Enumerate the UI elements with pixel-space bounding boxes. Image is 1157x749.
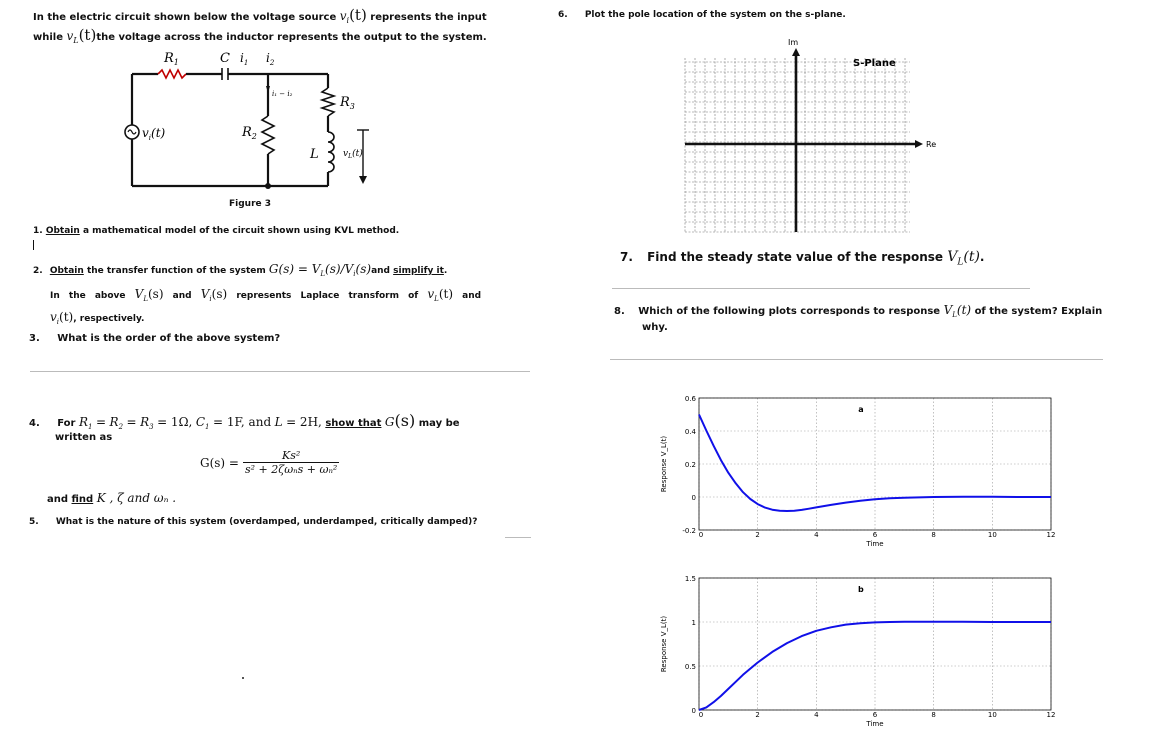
q4-and: and: [47, 494, 69, 505]
divider-3: [610, 359, 1103, 360]
q4-number: 4.: [29, 418, 40, 429]
question-2-line-2: [50, 287, 481, 303]
q2-vlt-sub: L: [434, 294, 439, 303]
q6-number: 6.: [558, 10, 568, 20]
q2-t1: (t): [438, 287, 453, 301]
q1-number: 1.: [33, 226, 43, 236]
q4-eq4: = 1F, and: [212, 415, 272, 429]
chart-title: b: [858, 585, 864, 594]
y-tick-label: 1.5: [684, 575, 696, 583]
q4-r3-sub: 3: [149, 423, 154, 431]
r1-sub: 1: [173, 58, 179, 67]
q2-laplace: represents Laplace transform of: [236, 291, 419, 301]
chart-a: [650, 382, 1070, 554]
y-tick-label: 0.2: [684, 461, 696, 469]
q7-number: 7.: [620, 250, 633, 264]
svg-text:i2: [266, 51, 275, 67]
x-tick-label: 6: [872, 711, 878, 719]
source-arg: (t): [151, 126, 166, 140]
svg-text:i1: [240, 51, 248, 67]
q4-and-find: [47, 491, 176, 505]
question-3: [29, 333, 280, 344]
q6-text: Plot the pole location of the system on the s-plane.: [584, 10, 846, 20]
x-tick-label: 0: [698, 531, 704, 539]
intro-text-end: represents the input: [370, 12, 487, 23]
intro-line-1: [33, 6, 487, 25]
q4-c1: C: [195, 415, 206, 429]
x-tick-label: 0: [698, 711, 704, 719]
q3-number: 3.: [29, 333, 40, 344]
q1-obtain: Obtain: [45, 226, 80, 236]
intro-text: In the electric circuit shown below the voltage source: [33, 12, 337, 23]
y-tick-label: 0.5: [684, 663, 696, 671]
y-axis-label: Response V_L(t): [660, 435, 668, 493]
q4-may-be: may be: [418, 418, 460, 429]
q1-text: a mathematical model of the circuit shown using KVL method.: [82, 226, 400, 236]
q8-number: 8.: [614, 306, 625, 317]
q7-arg: (t): [963, 249, 980, 265]
q4-unknowns: K , ζ and ωₙ .: [96, 491, 177, 505]
r3-resistor: [322, 88, 334, 116]
q7-text: Find the steady state value of the response: [647, 250, 944, 264]
x-tick-label: 10: [987, 711, 997, 719]
q4-r1-sub: 1: [88, 423, 93, 431]
transfer-function: [200, 449, 339, 476]
im-label: Im: [788, 38, 799, 47]
r2-resistor: [262, 116, 274, 154]
question-5: [29, 517, 478, 527]
stray-dot: [242, 677, 244, 679]
inductor: [328, 132, 334, 172]
x-tick-label: 2: [755, 531, 760, 539]
q4-gs: (s): [394, 411, 416, 430]
q4-written-as: written as: [55, 432, 113, 443]
x-axis-label: Time: [866, 540, 884, 548]
r3-sub: 3: [349, 102, 355, 111]
vi-sub: i: [346, 16, 350, 25]
s-plane-grid: [680, 36, 950, 236]
q2-eq-mid: (s)/V: [325, 262, 354, 276]
q7-dot: .: [979, 250, 985, 264]
question-8: [614, 303, 1102, 319]
y-tick-label: 0.4: [684, 428, 696, 436]
q2-and-3: and: [462, 291, 482, 301]
tf-lhs: G(s) =: [200, 455, 239, 470]
q8-end: of the system? Explain: [974, 306, 1103, 317]
imaginary-axis-arrow: [792, 48, 800, 56]
q2-vit-sub: i: [56, 317, 60, 326]
source-label: v: [142, 126, 149, 140]
question-1: [33, 226, 399, 236]
i2-label: i: [266, 51, 270, 65]
q4-r2: R: [109, 415, 119, 429]
q4-for: For: [57, 418, 76, 429]
q4-c1-sub: 1: [205, 423, 210, 431]
q4-l: L: [274, 415, 283, 429]
q4-g: G: [384, 415, 395, 429]
divider-short: [505, 537, 531, 538]
q8-v: V: [943, 303, 953, 317]
svg-text:vL(t): [343, 148, 363, 160]
q4-find: find: [71, 494, 94, 505]
q2-vi-sub: i: [209, 294, 212, 303]
tf-numerator: Ks²: [282, 449, 301, 462]
vi-symbol: v: [339, 9, 347, 23]
q2-t2: (t): [59, 310, 74, 324]
q2-and: and: [371, 266, 390, 276]
x-tick-label: 4: [814, 711, 819, 719]
x-tick-label: 10: [987, 531, 997, 539]
q4-r3: R: [140, 415, 150, 429]
intro-while: while: [33, 32, 63, 43]
q5-text: What is the nature of this system (overdamped, underdamped, critically damped)?: [55, 517, 478, 527]
q2-in-above: In the above: [50, 291, 126, 301]
q2-number: 2.: [33, 266, 43, 276]
source-sub: i: [148, 134, 152, 142]
vl-arg: (t): [352, 149, 363, 159]
q2-vl-sub: L: [143, 294, 148, 303]
svg-text:vi(t): [142, 126, 166, 142]
r2-sub: 2: [251, 132, 257, 141]
q2-s1: (s): [147, 287, 164, 301]
y-tick-label: 0: [691, 707, 696, 715]
vl-label: v: [343, 149, 349, 159]
q2-simplify: simplify it: [393, 266, 444, 276]
q2-eq-end: (s): [355, 262, 372, 276]
intro-line-2: [33, 26, 487, 45]
x-axis-label: Time: [866, 720, 884, 728]
q4-eq3: = 1Ω,: [157, 415, 193, 429]
x-tick-label: 4: [814, 531, 819, 539]
q2-respectively: , respectively.: [73, 314, 145, 324]
q8-arg: (t): [956, 303, 972, 317]
q8-why: why.: [642, 322, 668, 333]
i1-i2-arrow: [266, 86, 270, 93]
q2-vl: V: [134, 287, 144, 301]
y-axis-label: Response V_L(t): [660, 615, 668, 673]
chart-title: a: [858, 405, 864, 414]
q2-vi: V: [200, 287, 210, 301]
q4-show-that: show that: [325, 418, 382, 429]
chart-b: [650, 566, 1070, 742]
c-label: C: [220, 51, 230, 66]
x-tick-label: 8: [931, 711, 936, 719]
q4-eq2: =: [126, 415, 137, 429]
y-tick-label: 0: [691, 494, 696, 502]
question-7: [620, 249, 984, 267]
l-label: L: [310, 147, 319, 162]
r1-resistor: [158, 70, 186, 78]
vi-arg: (t): [349, 6, 367, 24]
question-2: [33, 262, 447, 278]
r2-label: R: [242, 125, 252, 140]
q4-eq1: =: [95, 415, 107, 429]
q4-r2-sub: 2: [118, 423, 124, 431]
q8-text: Which of the following plots corresponds to response: [638, 306, 941, 317]
x-tick-label: 12: [1046, 711, 1056, 719]
q2-text: the transfer function of the system: [86, 266, 266, 276]
q2-eq: G(s) = V: [268, 262, 321, 276]
s-plane-title: S-Plane: [853, 58, 896, 69]
divider-2: [612, 288, 1030, 289]
real-axis-arrow: [915, 140, 923, 148]
y-tick-label: 1: [691, 619, 696, 627]
figure-caption: Figure 3: [229, 199, 272, 209]
q2-eq-sub1: L: [320, 269, 326, 278]
i1-minus-i2-label: i₁ − i₂: [272, 90, 293, 98]
r3-label: R: [340, 95, 350, 110]
vl-sub: L: [73, 36, 79, 45]
question-2-line-3: [50, 310, 144, 326]
q3-text: What is the order of the above system?: [57, 333, 281, 344]
q7-v: V: [947, 249, 958, 265]
tf-fraction: [243, 449, 339, 476]
y-tick-label: -0.2: [682, 527, 696, 535]
q7-v-sub: L: [957, 257, 964, 268]
vl-sub: L: [348, 153, 353, 160]
question-6: [558, 10, 846, 20]
q2-and-2: and: [172, 291, 192, 301]
re-label: Re: [926, 140, 937, 149]
x-tick-label: 12: [1046, 531, 1056, 539]
y-tick-label: 0.6: [684, 395, 696, 403]
q2-vit: v: [50, 310, 57, 324]
q4-r1: R: [78, 415, 89, 429]
i2-sub: 2: [269, 59, 275, 67]
i1-label: i: [240, 51, 244, 65]
q2-eq-sub2: i: [353, 269, 356, 278]
i1-sub: 1: [243, 59, 249, 67]
svg-text:R3: [339, 95, 355, 111]
x-tick-label: 6: [872, 531, 878, 539]
q2-dot: .: [443, 266, 448, 276]
text-cursor: [33, 240, 34, 250]
svg-text:R1: [163, 51, 179, 67]
vl-symbol: v: [66, 29, 74, 43]
vl-arg: (t): [78, 26, 97, 44]
q2-s2: (s): [211, 287, 228, 301]
q8-v-sub: L: [952, 311, 957, 319]
divider-1: [30, 371, 530, 372]
intro-line2-end: the voltage across the inductor represents the output to the system.: [96, 32, 487, 43]
tf-denominator: s² + 2ζωₙs + ωₙ²: [244, 463, 338, 476]
x-tick-label: 2: [755, 711, 760, 719]
q4-eq5: = 2H,: [286, 415, 322, 429]
r1-label: R: [164, 51, 174, 66]
svg-text:R2: [241, 125, 257, 141]
circuit-diagram: [118, 48, 388, 198]
q2-obtain: Obtain: [49, 266, 84, 276]
q5-number: 5.: [29, 517, 39, 527]
q2-vlt: v: [427, 287, 435, 301]
x-tick-label: 8: [931, 531, 936, 539]
question-4: [29, 411, 460, 431]
